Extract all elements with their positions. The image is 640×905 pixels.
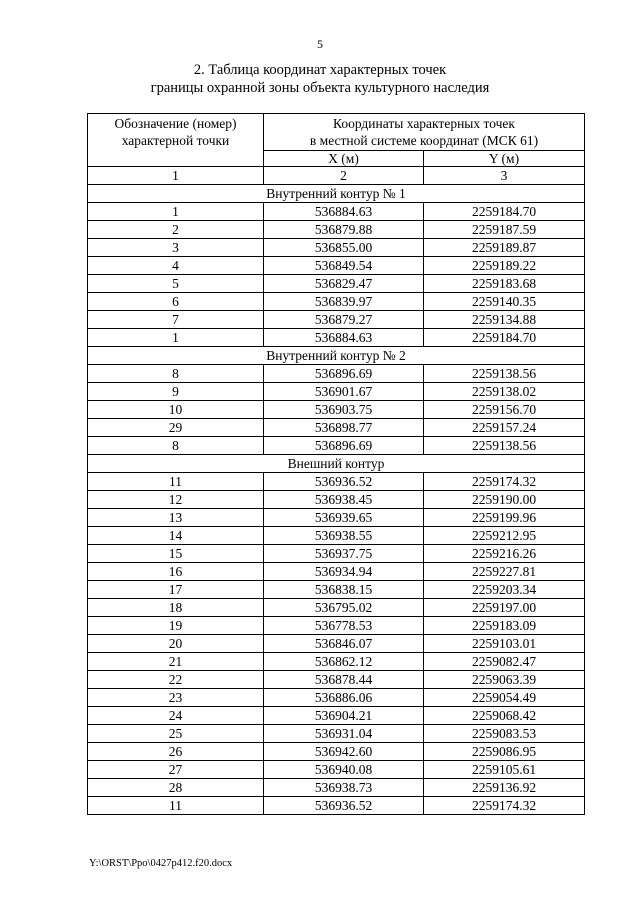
table-row	[88, 761, 585, 779]
y-coordinate-cell: 2259212.95	[424, 527, 585, 545]
x-coordinate-cell: 536846.07	[264, 635, 424, 653]
table-row	[88, 203, 585, 221]
section-header-row	[88, 347, 585, 365]
point-number-cell: 27	[88, 761, 264, 779]
point-number-cell: 23	[88, 689, 264, 707]
y-coordinate-cell: 2259103.01	[424, 635, 585, 653]
point-number-cell: 18	[88, 599, 264, 617]
y-coordinate-cell: 2259068.42	[424, 707, 585, 725]
point-number-cell: 22	[88, 671, 264, 689]
point-number-cell: 24	[88, 707, 264, 725]
y-coordinate-cell: 2259183.68	[424, 275, 585, 293]
table-row	[88, 797, 585, 815]
document-title	[0, 61, 640, 97]
column-number-2: 2	[264, 167, 424, 185]
x-coordinate-cell: 536938.55	[264, 527, 424, 545]
y-coordinate-cell: 2259189.22	[424, 257, 585, 275]
point-number-cell: 8	[88, 365, 264, 383]
column-numbering-row	[88, 167, 585, 185]
x-coordinate-cell: 536936.52	[264, 473, 424, 491]
section-header-row	[88, 455, 585, 473]
table-row	[88, 581, 585, 599]
y-coordinate-cell: 2259156.70	[424, 401, 585, 419]
y-coordinate-cell: 2259054.49	[424, 689, 585, 707]
y-coordinate-cell: 2259199.96	[424, 509, 585, 527]
table-row	[88, 707, 585, 725]
y-coordinate-cell: 2259082.47	[424, 653, 585, 671]
column-number-3: 3	[424, 167, 585, 185]
table-row	[88, 365, 585, 383]
section-header-row	[88, 185, 585, 203]
y-coordinate-cell: 2259105.61	[424, 761, 585, 779]
table-row	[88, 599, 585, 617]
x-coordinate-cell: 536931.04	[264, 725, 424, 743]
table-row	[88, 329, 585, 347]
y-coordinate-cell: 2259174.32	[424, 473, 585, 491]
y-coordinate-cell: 2259140.35	[424, 293, 585, 311]
x-coordinate-cell: 536896.69	[264, 365, 424, 383]
y-coordinate-cell: 2259138.56	[424, 365, 585, 383]
table-row	[88, 689, 585, 707]
header-coords-line-1: Координаты характерных точек	[333, 116, 515, 131]
point-number-cell: 19	[88, 617, 264, 635]
table-row	[88, 617, 585, 635]
section-title: Внутренний контур № 1	[88, 185, 585, 203]
point-number-cell: 15	[88, 545, 264, 563]
point-number-cell: 12	[88, 491, 264, 509]
y-coordinate-cell: 2259157.24	[424, 419, 585, 437]
x-coordinate-cell: 536939.65	[264, 509, 424, 527]
y-coordinate-cell: 2259197.00	[424, 599, 585, 617]
point-number-cell: 8	[88, 437, 264, 455]
point-number-cell: 10	[88, 401, 264, 419]
x-coordinate-cell: 536886.06	[264, 689, 424, 707]
point-number-cell: 17	[88, 581, 264, 599]
y-coordinate-cell: 2259184.70	[424, 203, 585, 221]
header-row	[88, 114, 585, 151]
point-number-cell: 16	[88, 563, 264, 581]
y-coordinate-cell: 2259086.95	[424, 743, 585, 761]
y-coordinate-cell: 2259138.02	[424, 383, 585, 401]
column-number-1: 1	[88, 167, 264, 185]
point-number-cell: 11	[88, 473, 264, 491]
title-line-1: 2. Таблица координат характерных точек	[193, 62, 447, 78]
table-row	[88, 275, 585, 293]
x-coordinate-cell: 536940.08	[264, 761, 424, 779]
page-number: 5	[317, 37, 323, 51]
title-line-2: границы охранной зоны объекта культурного наследия	[150, 80, 490, 96]
x-coordinate-cell: 536934.94	[264, 563, 424, 581]
table-row	[88, 239, 585, 257]
x-coordinate-cell: 536839.97	[264, 293, 424, 311]
header-point-line-1: Обозначение (номер)	[114, 116, 237, 131]
y-coordinate-cell: 2259174.32	[424, 797, 585, 815]
point-number-cell: 28	[88, 779, 264, 797]
table-row	[88, 509, 585, 527]
table-row	[88, 419, 585, 437]
y-coordinate-cell: 2259136.92	[424, 779, 585, 797]
x-coordinate-cell: 536879.27	[264, 311, 424, 329]
y-coordinate-cell: 2259134.88	[424, 311, 585, 329]
table-row	[88, 401, 585, 419]
y-coordinate-cell: 2259190.00	[424, 491, 585, 509]
table-row	[88, 527, 585, 545]
point-number-cell: 9	[88, 383, 264, 401]
x-coordinate-cell: 536778.53	[264, 617, 424, 635]
table-row	[88, 491, 585, 509]
table-row	[88, 635, 585, 653]
table-row	[88, 779, 585, 797]
x-coordinate-cell: 536904.21	[264, 707, 424, 725]
x-coordinate-cell: 536838.15	[264, 581, 424, 599]
x-coordinate-cell: 536795.02	[264, 599, 424, 617]
point-number-cell: 6	[88, 293, 264, 311]
x-coordinate-cell: 536938.73	[264, 779, 424, 797]
point-number-cell: 29	[88, 419, 264, 437]
table-row	[88, 563, 585, 581]
y-coordinate-cell: 2259183.09	[424, 617, 585, 635]
table-row	[88, 671, 585, 689]
section-title: Внешний контур	[88, 455, 585, 473]
y-coordinate-cell: 2259216.26	[424, 545, 585, 563]
point-number-cell: 1	[88, 329, 264, 347]
table-row	[88, 545, 585, 563]
y-coordinate-cell: 2259138.56	[424, 437, 585, 455]
header-coordinates	[264, 114, 585, 151]
x-coordinate-cell: 536903.75	[264, 401, 424, 419]
point-number-cell: 11	[88, 797, 264, 815]
x-coordinate-cell: 536937.75	[264, 545, 424, 563]
coordinates-table	[87, 113, 585, 815]
point-number-cell: 1	[88, 203, 264, 221]
table-row	[88, 437, 585, 455]
header-point-line-2: характерной точки	[121, 133, 230, 148]
x-coordinate-cell: 536898.77	[264, 419, 424, 437]
point-number-cell: 26	[88, 743, 264, 761]
header-y: Y (м)	[424, 151, 585, 167]
x-coordinate-cell: 536829.47	[264, 275, 424, 293]
file-path-footer: Y:\ORST\Ppo\0427p412.f20.docx	[89, 858, 233, 869]
y-coordinate-cell: 2259189.87	[424, 239, 585, 257]
y-coordinate-cell: 2259063.39	[424, 671, 585, 689]
x-coordinate-cell: 536938.45	[264, 491, 424, 509]
header-coords-line-2: в местной системе координат (МСК 61)	[309, 133, 539, 148]
section-title: Внутренний контур № 2	[88, 347, 585, 365]
point-number-cell: 7	[88, 311, 264, 329]
point-number-cell: 4	[88, 257, 264, 275]
x-coordinate-cell: 536901.67	[264, 383, 424, 401]
x-coordinate-cell: 536884.63	[264, 329, 424, 347]
table-row	[88, 725, 585, 743]
point-number-cell: 3	[88, 239, 264, 257]
table-row	[88, 653, 585, 671]
table-row	[88, 311, 585, 329]
y-coordinate-cell: 2259227.81	[424, 563, 585, 581]
point-number-cell: 2	[88, 221, 264, 239]
header-point-designation	[88, 114, 264, 167]
point-number-cell: 14	[88, 527, 264, 545]
x-coordinate-cell: 536936.52	[264, 797, 424, 815]
x-coordinate-cell: 536942.60	[264, 743, 424, 761]
point-number-cell: 20	[88, 635, 264, 653]
y-coordinate-cell: 2259083.53	[424, 725, 585, 743]
table-row	[88, 257, 585, 275]
point-number-cell: 21	[88, 653, 264, 671]
y-coordinate-cell: 2259184.70	[424, 329, 585, 347]
x-coordinate-cell: 536878.44	[264, 671, 424, 689]
table-row	[88, 221, 585, 239]
x-coordinate-cell: 536855.00	[264, 239, 424, 257]
header-x: X (м)	[264, 151, 424, 167]
point-number-cell: 25	[88, 725, 264, 743]
table-row	[88, 383, 585, 401]
point-number-cell: 5	[88, 275, 264, 293]
y-coordinate-cell: 2259203.34	[424, 581, 585, 599]
x-coordinate-cell: 536862.12	[264, 653, 424, 671]
x-coordinate-cell: 536896.69	[264, 437, 424, 455]
point-number-cell: 13	[88, 509, 264, 527]
table-row	[88, 293, 585, 311]
x-coordinate-cell: 536884.63	[264, 203, 424, 221]
y-coordinate-cell: 2259187.59	[424, 221, 585, 239]
table-row	[88, 473, 585, 491]
table-body	[88, 185, 585, 815]
table-row	[88, 743, 585, 761]
x-coordinate-cell: 536879.88	[264, 221, 424, 239]
x-coordinate-cell: 536849.54	[264, 257, 424, 275]
